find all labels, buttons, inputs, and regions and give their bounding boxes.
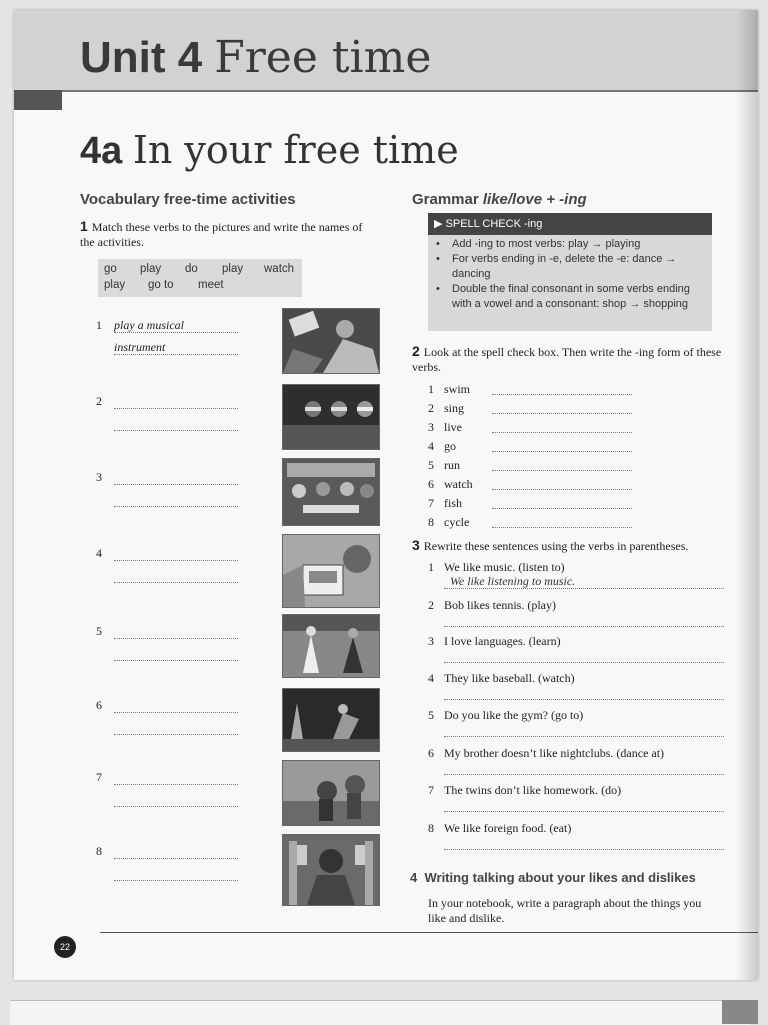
header-tab-marker <box>14 90 62 110</box>
spell-check-point: • Double the final consonant in some verbs ending with a vowel and a consonant: shop → shopping <box>434 282 706 312</box>
sentence-text: We like music. (listen to) <box>444 560 565 574</box>
ex2-number: 2 <box>412 343 420 359</box>
vocab-item-number: 8 <box>96 844 102 858</box>
verb-word: live <box>444 420 462 434</box>
word-box-word: play <box>222 263 244 275</box>
word-box-word: do <box>185 263 198 275</box>
vocab-heading: Vocabulary free-time activities <box>80 191 296 208</box>
next-page-tab <box>722 1000 758 1024</box>
verb-answer-field[interactable] <box>492 527 632 528</box>
sentence-answer-field[interactable] <box>444 699 724 700</box>
answer-field[interactable] <box>114 624 238 639</box>
lesson-name: In your free time <box>132 128 459 172</box>
page-number: 22 <box>54 936 76 958</box>
sentence-number: 2 <box>428 598 434 612</box>
word-box-word: meet <box>198 279 224 291</box>
lesson-number: 4a <box>80 130 123 172</box>
verb-answer-field[interactable] <box>492 508 632 509</box>
verb-word: sing <box>444 401 465 415</box>
ex3-number: 3 <box>412 537 420 553</box>
verb-answer-field[interactable] <box>492 394 632 395</box>
verb-number: 5 <box>428 458 434 472</box>
sentence-text: We like foreign food. (eat) <box>444 821 572 835</box>
verb-word: go <box>444 439 456 453</box>
sentence-answer-field[interactable] <box>444 662 724 663</box>
vocab-item-number: 1 <box>96 318 102 332</box>
ex2-instruction-text: Look at the spell check box. Then write the -ing form of these verbs. <box>412 345 722 374</box>
answer-field[interactable] <box>114 546 238 561</box>
verb-row <box>428 401 658 420</box>
word-box-word: play <box>104 279 126 291</box>
verb-word: run <box>444 458 460 472</box>
answer-field[interactable] <box>114 792 238 807</box>
sentence-answer-field[interactable] <box>444 774 724 775</box>
vocab-item-number: 5 <box>96 624 102 638</box>
sentence-answer: We like listening to music. <box>450 574 576 588</box>
verb-row <box>428 439 658 458</box>
writing-heading-text: Writing talking about your likes and dislikes <box>424 870 696 885</box>
answer-field[interactable] <box>114 492 238 507</box>
spell-check-points <box>434 237 706 312</box>
vocab-ex-number: 1 <box>80 218 88 234</box>
verb-number: 2 <box>428 401 434 415</box>
sentence-number: 5 <box>428 708 434 722</box>
photo-gym-icon <box>282 834 380 906</box>
writing-number: 4 <box>410 870 418 885</box>
verb-answer-field[interactable] <box>492 413 632 414</box>
ex2-instruction <box>412 344 724 375</box>
sentence-text: My brother doesn’t like nightclubs. (dance at) <box>444 746 665 760</box>
page-shadow <box>736 10 758 980</box>
sentence-answer-field[interactable] <box>444 811 724 812</box>
unit-title <box>80 32 431 83</box>
photo-baseball-icon <box>282 760 380 826</box>
verb-row <box>428 496 658 515</box>
writing-heading <box>410 870 696 885</box>
verb-answer-field[interactable] <box>492 489 632 490</box>
vocab-instruction <box>80 219 370 250</box>
verb-number: 1 <box>428 382 434 396</box>
verb-number: 6 <box>428 477 434 491</box>
photo-football-icon <box>282 614 380 678</box>
verb-number: 3 <box>428 420 434 434</box>
sentence-number: 6 <box>428 746 434 760</box>
answer-field[interactable]: instrument <box>114 340 238 355</box>
photo-friends-restaurant-icon <box>282 458 380 526</box>
verb-word: fish <box>444 496 462 510</box>
spell-check-box <box>428 213 712 331</box>
verb-row <box>428 477 658 496</box>
sentence-number: 8 <box>428 821 434 835</box>
verb-answer-field[interactable] <box>492 451 632 452</box>
vocab-item-number: 2 <box>96 394 102 408</box>
photo-cinema-audience-icon <box>282 384 380 450</box>
word-box <box>98 259 302 297</box>
workbook-page <box>14 10 758 980</box>
sentence-number: 4 <box>428 671 434 685</box>
photo-sport-night-icon <box>282 688 380 752</box>
ex3-instruction-text: Rewrite these sentences using the verbs in parentheses. <box>423 539 689 553</box>
verb-row <box>428 458 658 477</box>
grammar-heading-prefix: Grammar <box>412 191 483 208</box>
sentence-text: Do you like the gym? (go to) <box>444 708 584 722</box>
verb-word: cycle <box>444 515 470 529</box>
photo-musical-instrument-icon <box>282 308 380 374</box>
answer-field[interactable] <box>114 770 238 785</box>
answer-field[interactable] <box>114 720 238 735</box>
vocab-item-number: 4 <box>96 546 102 560</box>
verb-row <box>428 382 658 401</box>
word-box-word: go to <box>148 279 174 291</box>
next-page-edge <box>10 1000 750 1025</box>
sentence-number: 1 <box>428 560 434 574</box>
verb-word: watch <box>444 477 473 491</box>
verb-number: 7 <box>428 496 434 510</box>
answer-field[interactable] <box>114 416 238 431</box>
writing-instruction: In your notebook, write a paragraph about the things you like and dislike. <box>428 896 702 925</box>
vocab-item-number: 6 <box>96 698 102 712</box>
answer-field[interactable] <box>114 844 238 859</box>
sentence-answer-field[interactable] <box>444 626 724 627</box>
photo-video-game-icon <box>282 534 380 608</box>
unit-number: Unit 4 <box>80 33 203 82</box>
sentence-text: Bob likes tennis. (play) <box>444 598 556 612</box>
spell-check-title: ▶ SPELL CHECK -ing <box>428 213 712 235</box>
grammar-heading <box>412 191 587 208</box>
verb-word: swim <box>444 382 471 396</box>
word-box-word: watch <box>264 263 295 275</box>
sentence-text: I love languages. (learn) <box>444 634 561 648</box>
sentence-number: 7 <box>428 783 434 797</box>
vocab-item-number: 3 <box>96 470 102 484</box>
answer-field[interactable] <box>114 646 238 661</box>
sentence-number: 3 <box>428 634 434 648</box>
verb-answer-field[interactable] <box>492 432 632 433</box>
word-box-word: go <box>104 263 117 275</box>
vocab-instruction-text: Match these verbs to the pictures and write the names of the activities. <box>80 220 363 249</box>
verb-row <box>428 515 658 534</box>
verb-number: 8 <box>428 515 434 529</box>
sentence-text: They like baseball. (watch) <box>444 671 575 685</box>
unit-subtitle: Free time <box>214 32 432 83</box>
vocab-item-number: 7 <box>96 770 102 784</box>
answer-field[interactable] <box>114 866 238 881</box>
spell-check-point: • For verbs ending in -e, delete the -e: dance → dancing <box>434 252 706 282</box>
verb-number: 4 <box>428 439 434 453</box>
verb-row <box>428 420 658 439</box>
header-rule <box>62 90 758 92</box>
sentence-text: The twins don’t like homework. (do) <box>444 783 622 797</box>
answer-field[interactable] <box>114 698 238 713</box>
sentence-answer-field[interactable] <box>444 736 724 737</box>
sentence-answer-field[interactable] <box>444 849 724 850</box>
answer-field[interactable] <box>114 394 238 409</box>
footer-rule <box>100 932 758 933</box>
ex3-instruction <box>412 538 732 554</box>
answer-field[interactable]: play a musical <box>114 318 238 333</box>
sentence-answer-field[interactable] <box>444 588 724 589</box>
answer-field[interactable] <box>114 568 238 583</box>
lesson-title <box>80 128 459 173</box>
answer-field[interactable] <box>114 470 238 485</box>
spell-check-point: • Add -ing to most verbs: play → playing <box>434 237 706 252</box>
grammar-heading-topic: like/love + -ing <box>482 191 587 208</box>
word-box-word: play <box>140 263 162 275</box>
verb-answer-field[interactable] <box>492 470 632 471</box>
